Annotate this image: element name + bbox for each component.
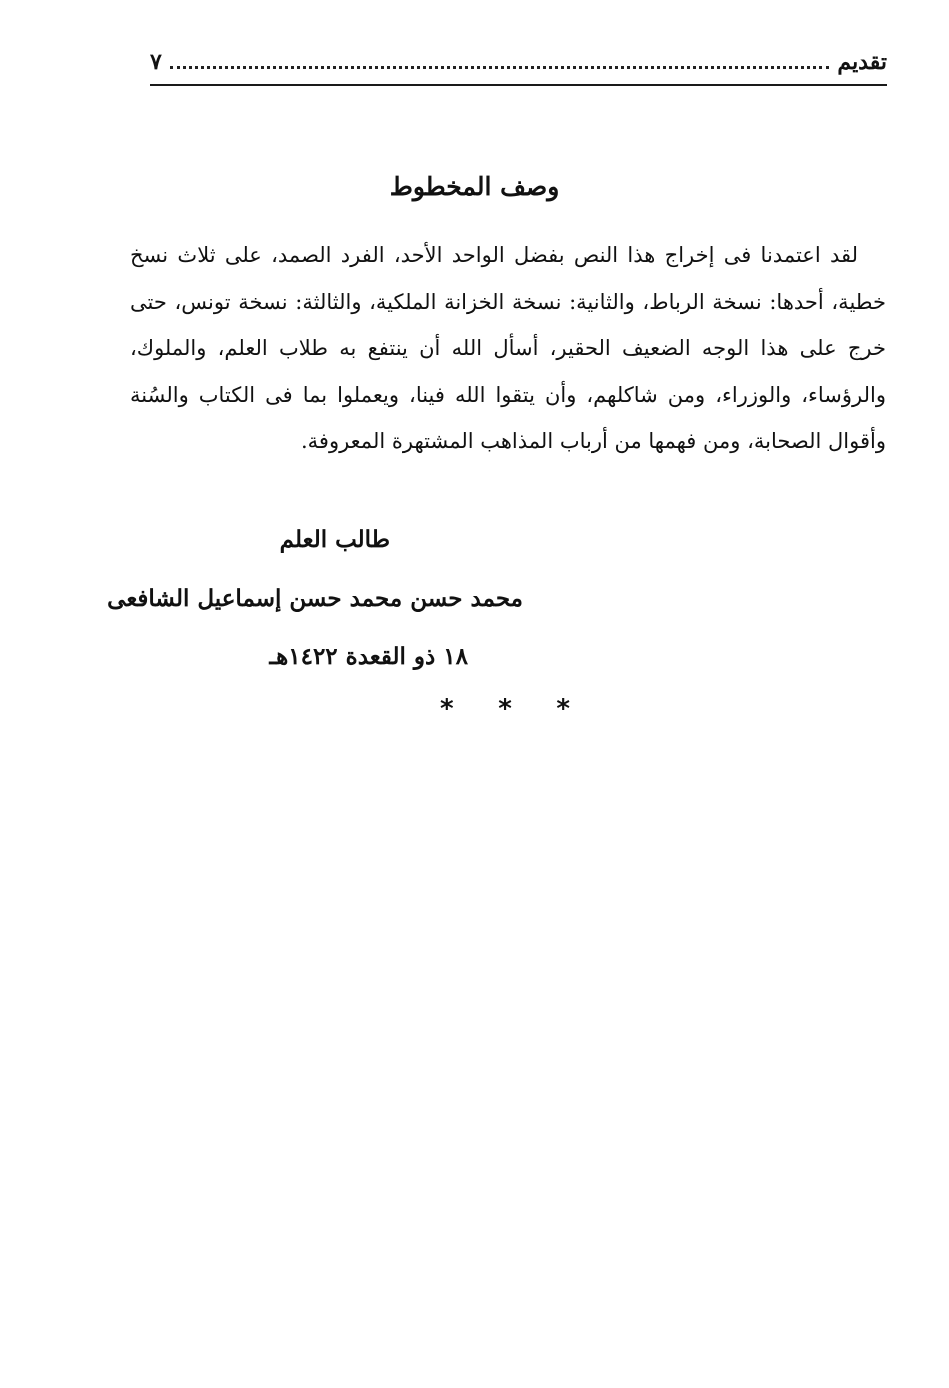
separator-star: * [440, 694, 454, 724]
separator-star: * [556, 694, 570, 724]
page-number: ٧ [150, 49, 162, 75]
running-header [150, 40, 887, 86]
separator-star: * [498, 694, 512, 724]
section-separator [440, 694, 570, 724]
header-title: تقديم [837, 49, 887, 75]
header-leader-dots [170, 52, 830, 69]
section-title: وصف المخطوط [389, 172, 560, 201]
body-paragraph-text: لقد اعتمدنا فى إخراج هذا النص بفضل الواحد الأحد، الفرد الصمد، على ثلاث نسخ خطية، أحدها: نسخة الرباط، والثانية: نسخة الخزانة الملكية، والثالثة: نسخة تونس، حتى خرج على هذا الوجه الضعيف الحقير، أسأل الله أن ينتفع به طلاب العلم، والملوك، والرؤساء، والوزراء، ومن شاكلهم، وأن يتقوا الله فينا، ويعملوا بما فى الكتاب والسُنة وأقوال الصحابة، ومن فهمها من أرباب المذاهب المشتهرة المعروفة. [130, 243, 886, 453]
body-paragraph [130, 232, 886, 465]
signature-role: طالب العلم [279, 526, 390, 553]
signature-author-name: محمد حسن محمد حسن إسماعيل الشافعى [107, 585, 523, 612]
signature-date: ١٨ ذو القعدة ١٤٢٢هـ [269, 643, 468, 670]
